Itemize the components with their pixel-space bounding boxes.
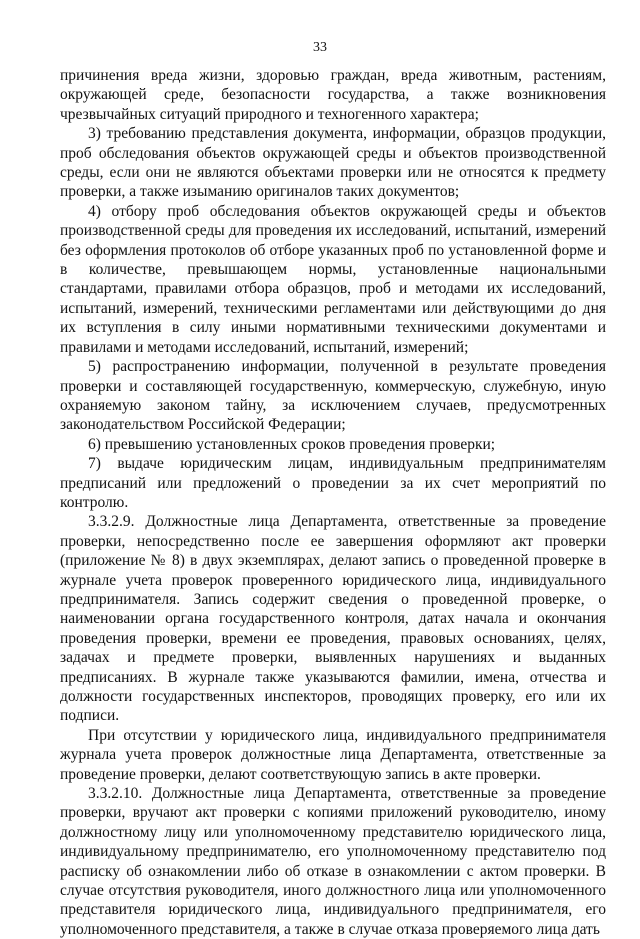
paragraph-item-4: 4) отбору проб обследования объектов окружающей среды и объектов производственной среды для проведения их исследований, испытаний, измерений без оформления протоколов об отборе указанных проб по установленной форме и в количестве, превышающем нормы, установленные национальными стандартами, правилами отбора образцов, проб и методами их исследований, испытаний, измерений, техническими регламентами или действующими до дня их вступления в силу иными нормативными техническими документами и правилами и методами исследований, испытаний, измерений; [60,202,606,356]
paragraph-item-3: 3) требованию представления документа, информации, образцов продукции, проб обследования объектов окружающей среды и объектов производственной среды, если они не являются объектами проверки или не относятся к предмету проверки, а также изыманию оригиналов таких документов; [60,125,606,201]
paragraph-harm-continuation: причинения вреда жизни, здоровью граждан, вреда животным, растениям, окружающей среде, безопасности государства, а также возникновения чрезвычайных ситуаций природного и техногенного характера; [60,67,606,123]
paragraph-item-6: 6) превышению установленных сроков проведения проверки; [88,435,496,453]
paragraph-3-3-2-9: 3.3.2.9. Должностные лица Департамента, ответственные за проведение проверки, непосредственно после ее завершения оформляют акт проверки (приложение № 8) в двух экземплярах, делают запись о проведенной проверке в журнале учета проверок проверенного юридического лица, индивидуального предпринимателя. Запись содержит сведения о проведенной проверке, о наименовании органа государственного контроля, датах начала и окончания проведения проверки, времени ее проведения, правовых основаниях, целях, задачах и предмете проверки, выявленных нарушениях и выданных предписаниях. В журнале также указываются фамилии, имена, отчества и должности государственных инспекторов, проводящих проверку, его или их подписи. [60,513,606,725]
paragraph-3-3-2-10: 3.3.2.10. Должностные лица Департамента, ответственные за проведение проверки, вручают акт проверки с копиями приложений руководителю, иному должностному лицу или уполномоченному представителю юридического лица, индивидуальному предпринимателю, его уполномоченному представителю под расписку об ознакомлении либо об отказе в ознакомлении с актом проверки. В случае отсутствия руководителя, иного должностного лица или уполномоченного представителя юридического лица, индивидуального предпринимателя, его уполномоченного представителя, а также в случае отказа проверяемого лица дать [60,785,606,938]
paragraph-item-7: 7) выдаче юридическим лицам, индивидуальным предпринимателям предписаний или предложений о проведении за их счет мероприятий по контролю. [60,455,606,511]
paragraph-item-5: 5) распространению информации, полученной в результате проведения проверки и составляющей государственную, коммерческую, служебную, иную охраняемую законом тайну, за исключением случаев, предусмотренных законодательством Российской Федерации; [60,358,606,434]
paragraph-no-journal: При отсутствии у юридического лица, индивидуального предпринимателя журнала учета проверок должностные лица Департамента, ответственные за проведение проверки, делают соответствующую запись в акте проверки. [60,726,606,783]
document-body [60,66,606,939]
page-number: 33 [313,40,327,55]
